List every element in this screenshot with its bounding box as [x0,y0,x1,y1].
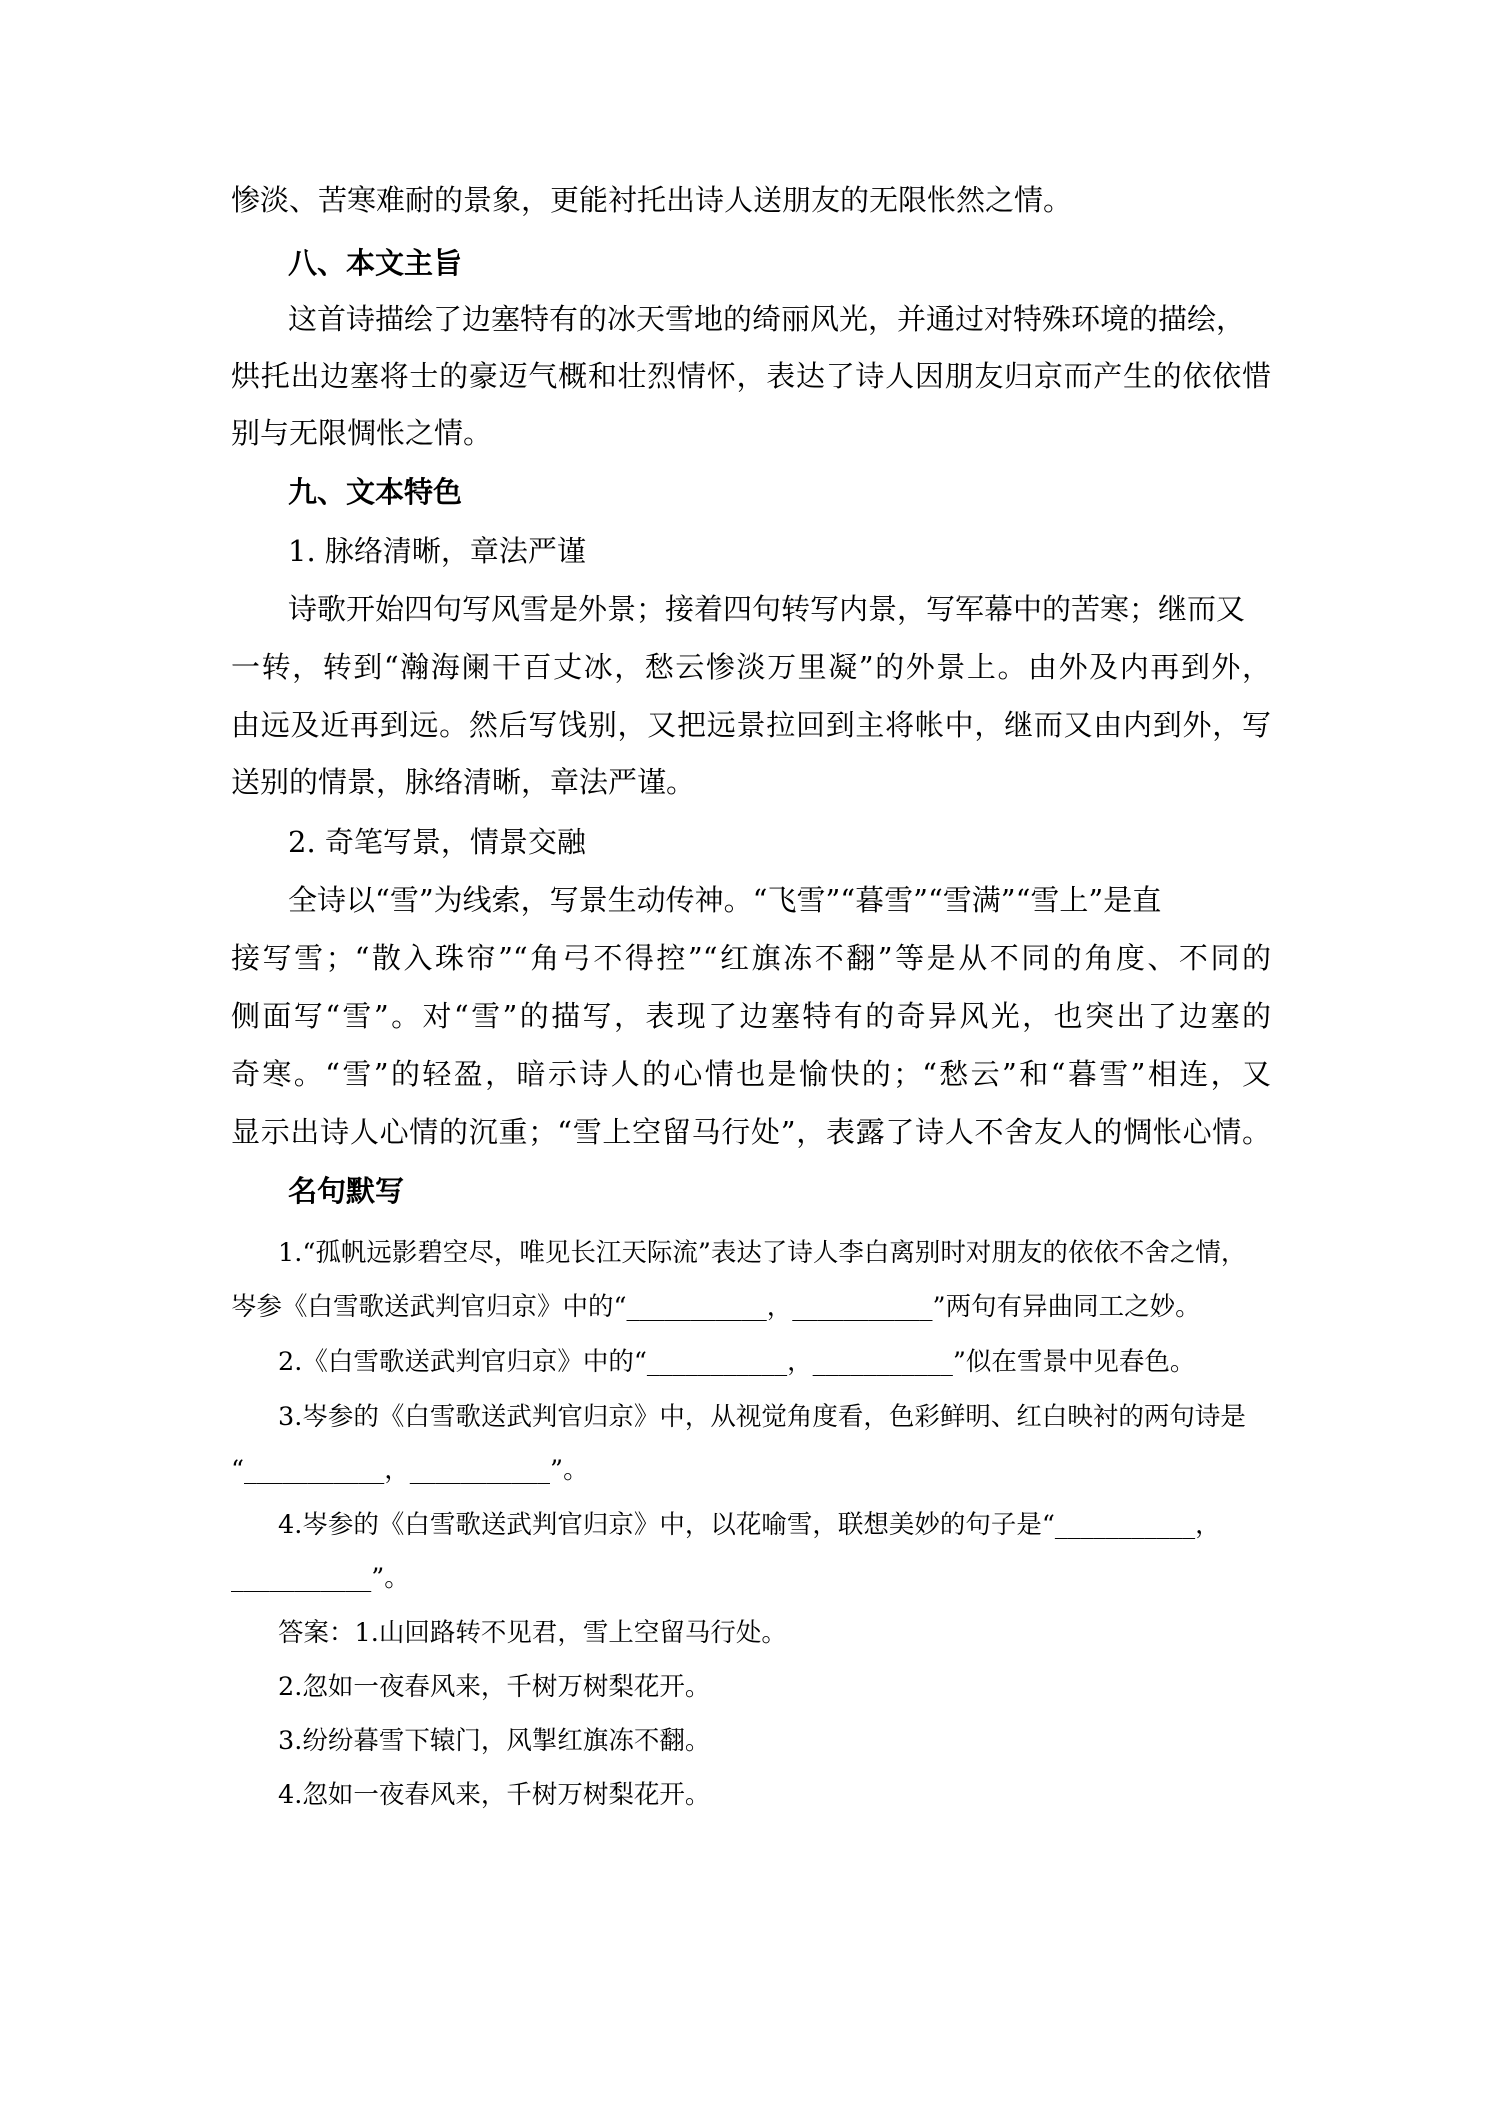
question-4-line-2: ___________”。 [231,1563,410,1593]
answer-4: 4.忽如一夜春风来，千树万树梨花开。 [278,1780,711,1810]
subheading-1: 1. 脉络清晰，章法严谨 [288,534,586,568]
question-1-line-2: 岑参《白雪歌送武判官归京》中的“___________，___________”两句有异曲同工之妙。 [231,1292,1201,1322]
section-heading-9: 九、文本特色 [288,475,463,509]
body-line: 别与无限惆怅之情。 [231,416,493,450]
question-4-line-1: 4.岑参的《白雪歌送武判官归京》中，以花喻雪，联想美妙的句子是“___________， [278,1510,1221,1540]
body-line: 由远及近再到远。然后写饯别，又把远景拉回到主将帐中，继而又由内到外，写 [231,708,1271,742]
body-line: 诗歌开始四句写风雪是外景；接着四句转写内景，写军幕中的苦寒；继而又 [288,592,1246,626]
answer-3: 3.纷纷暮雪下辕门，风掣红旗冻不翻。 [278,1726,711,1756]
body-line: 送别的情景，脉络清晰，章法严谨。 [231,765,696,799]
body-line: 这首诗描绘了边塞特有的冰天雪地的绮丽风光，并通过对特殊环境的描绘， [288,302,1246,336]
body-line: 一转，转到“瀚海阑干百丈冰，愁云惨淡万里凝”的外景上。由外及内再到外， [231,650,1271,684]
body-line: 惨淡、苦寒难耐的景象，更能衬托出诗人送朋友的无限怅然之情。 [231,183,1073,217]
body-line: 显示出诗人心情的沉重；“雪上空留马行处”，表露了诗人不舍友人的惆怅心情。 [231,1115,1271,1149]
question-2: 2.《白雪歌送武判官归京》中的“___________，___________”似在雪景中见春色。 [278,1347,1196,1377]
section-heading-8: 八、本文主旨 [288,246,463,280]
body-line: 奇寒。“雪”的轻盈，暗示诗人的心情也是愉快的；“愁云”和“暮雪”相连，又 [231,1057,1271,1091]
answer-1: 答案：1.山回路转不见君，雪上空留马行处。 [278,1618,787,1648]
question-1-line-1: 1.“孤帆远影碧空尽，唯见长江天际流”表达了诗人李白离别时对朋友的依依不舍之情， [278,1238,1247,1268]
question-3-line-2: “___________，___________”。 [231,1455,589,1485]
section-heading-quotes: 名句默写 [288,1174,405,1208]
body-line: 侧面写“雪”。对“雪”的描写，表现了边塞特有的奇异风光，也突出了边塞的 [231,999,1271,1033]
subheading-2: 2. 奇笔写景，情景交融 [288,825,586,859]
body-line: 全诗以“雪”为线索，写景生动传神。“飞雪”“暮雪”“雪满”“雪上”是直 [288,883,1162,917]
question-3-line-1: 3.岑参的《白雪歌送武判官归京》中，从视觉角度看，色彩鲜明、红白映衬的两句诗是 [278,1402,1246,1432]
body-line: 接写雪；“散入珠帘”“角弓不得控”“红旗冻不翻”等是从不同的角度、不同的 [231,941,1271,975]
answer-2: 2.忽如一夜春风来，千树万树梨花开。 [278,1672,711,1702]
body-line: 烘托出边塞将士的豪迈气概和壮烈情怀，表达了诗人因朋友归京而产生的依依惜 [231,359,1271,393]
